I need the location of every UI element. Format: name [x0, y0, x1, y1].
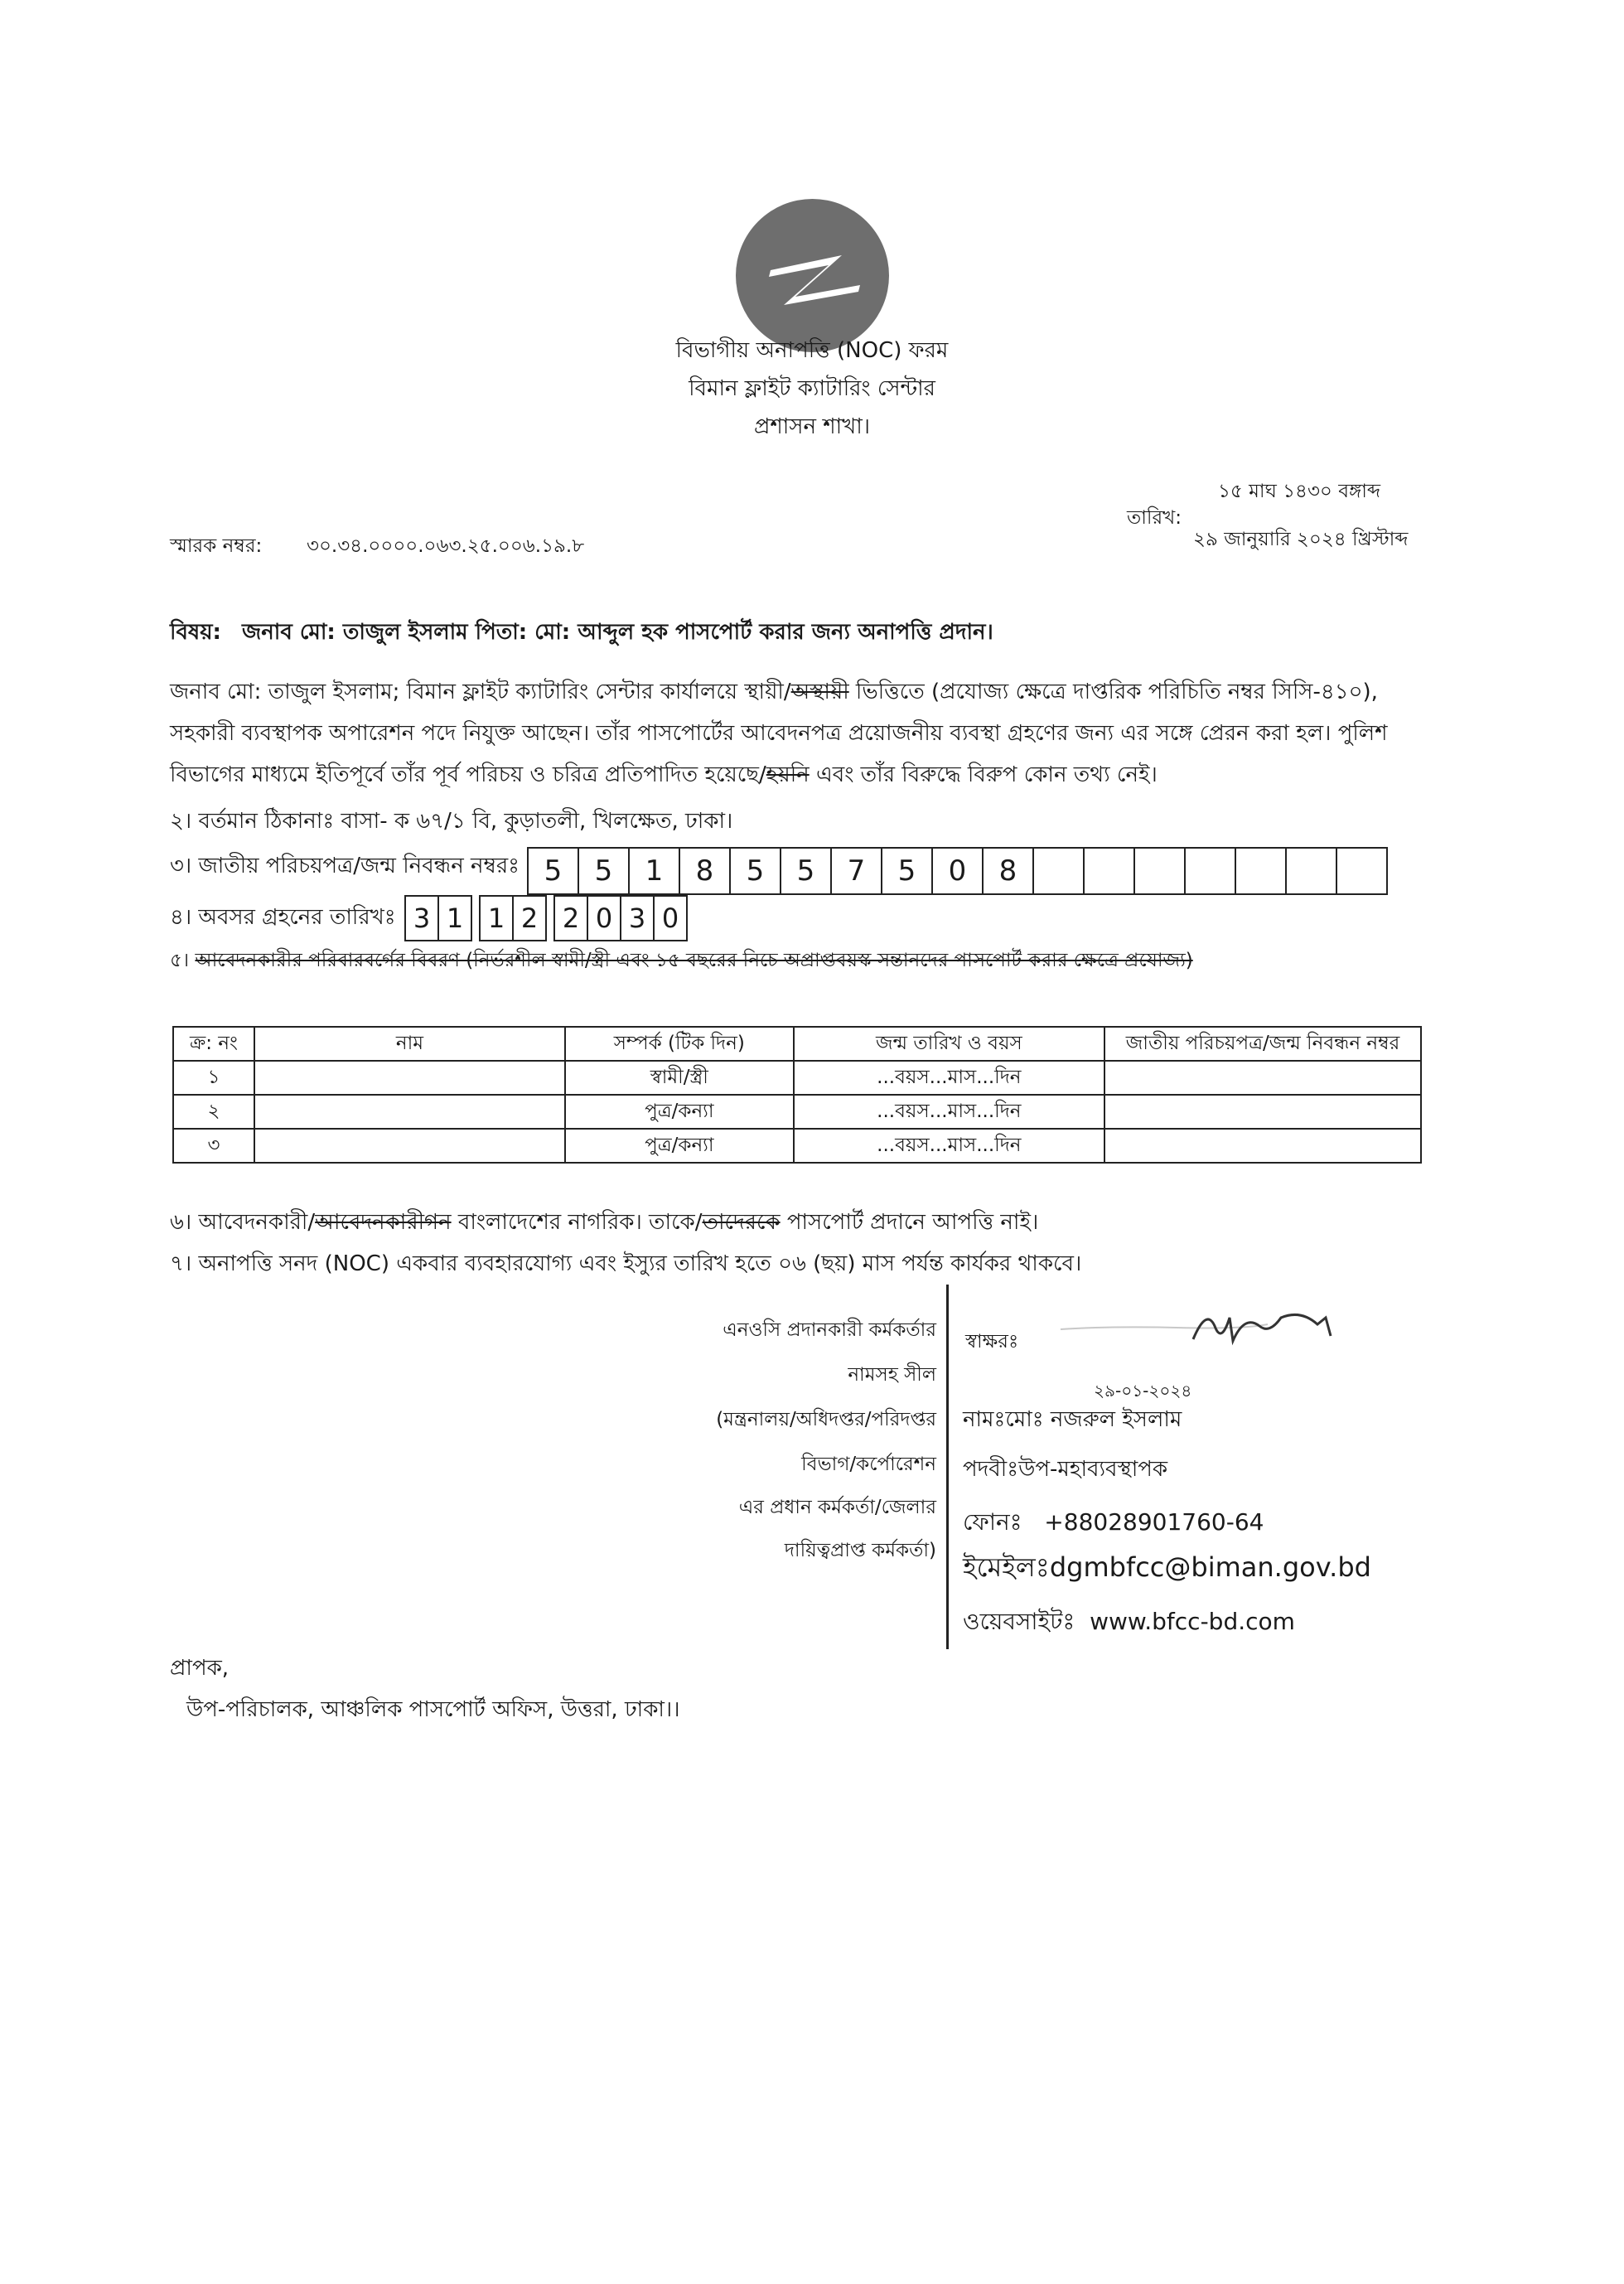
nid-digit-box: [1184, 847, 1236, 895]
signatory-phone: [963, 1508, 1264, 1536]
signature-divider: [946, 1285, 949, 1649]
subject-label: বিষয়:: [170, 620, 221, 645]
retire-month-boxes: [481, 895, 547, 941]
cell-name: [254, 1129, 565, 1163]
designation-value: উপ-মহাব্যবস্থাপক: [1018, 1457, 1168, 1482]
name-label: নামঃ: [963, 1407, 1006, 1432]
decl6-strike-1: আবেদনকারীগন: [315, 1210, 452, 1235]
family-heading-text: আবেদনকারীর পরিবারবর্গের বিবরণ (নির্ভরশীল স্বামী/স্ত্রী এবং ১৫ বছরের নিচে অপ্রাপ্তবয়স্ক সন্তানদের পাসপোর্ট করার ক্ষেত্রে প্রযোজ্য): [195, 950, 1193, 971]
body-line-2: সহকারী ব্যবস্থাপক অপারেশন পদে নিযুক্ত আছেন। তাঁর পাসপোর্টের আবেদনপত্র প্রয়োজনীয় ব্যবস্থা গ্রহণের জন্য এর সঙ্গে প্রেরন করা হল। পুলিশ: [170, 721, 1388, 746]
website-label: ওয়েবসাইটঃ: [963, 1608, 1075, 1635]
nid-digit-box: 8: [679, 847, 731, 895]
memo-label: স্মারক নম্বর:: [170, 535, 263, 557]
date-english: ২৯ জানুয়ারি ২০২৪ খ্রিস্টাব্দ: [1193, 529, 1409, 550]
retire-day-boxes: [406, 895, 472, 941]
address-line: [170, 809, 732, 835]
cell-nid: [1104, 1061, 1421, 1095]
body-line-3-a: বিভাগের মাধ্যমে ইতিপূর্বে তাঁর পূর্ব পরিচয় ও চরিত্র প্রতিপাদিত হয়েছে/: [170, 762, 766, 787]
family-table: [172, 1026, 1422, 1164]
cell-nid: [1104, 1095, 1421, 1129]
cell-name: [254, 1061, 565, 1095]
nid-digit-box: [1133, 847, 1186, 895]
date-label: তারিখ:: [1127, 507, 1182, 529]
body-line-1: [170, 680, 1378, 705]
family-heading-num: ৫।: [170, 950, 196, 971]
table-row: [173, 1061, 1421, 1095]
signature-image: [1052, 1293, 1351, 1359]
body-line-1-b: ভিত্তিতে (প্রযোজ্য ক্ষেত্রে দাপ্তরিক পরিচিতি নম্বর সিসি-৪১০),: [848, 680, 1378, 704]
cell-serial: ৩: [173, 1129, 254, 1163]
decl6-c: পাসপোর্ট প্রদানে আপত্তি নাই।: [780, 1210, 1039, 1235]
address-value: বাসা- ক ৬৭/১ বি, কুড়াতলী, খিলক্ষেত, ঢাকা।: [341, 809, 733, 834]
decl6-b: বাংলাদেশের নাগরিক। তাকে/: [451, 1210, 703, 1235]
nid-digit-box: 0: [931, 847, 984, 895]
biman-logo: [736, 199, 889, 352]
email-value: dgmbfcc@biman.gov.bd: [1049, 1551, 1371, 1583]
cell-serial: ১: [173, 1061, 254, 1095]
issuer-note-1: এনওসি প্রদানকারী কর্মকর্তার: [723, 1319, 936, 1341]
issuer-note-3: (মন্ত্রনালয়/অধিদপ্তর/পরিদপ্তর: [716, 1409, 936, 1430]
table-row: [173, 1095, 1421, 1129]
declaration-7: ৭। অনাপত্তি সনদ (NOC) একবার ব্যবহারযোগ্য এবং ইস্যুর তারিখ হতে ০৬ (ছয়) মাস পর্যন্ত কার্যকর থাকবে।: [170, 1251, 1082, 1276]
nid-digit-box: [1235, 847, 1287, 895]
cell-relation: পুত্র/কন্যা: [565, 1095, 794, 1129]
nid-digit-box: 5: [729, 847, 781, 895]
nid-digit-box: 7: [830, 847, 882, 895]
retire-digit-box: 0: [653, 895, 688, 941]
retire-year-boxes: [555, 895, 688, 941]
recipient-text: উপ-পরিচালক, আঞ্চলিক পাসপোর্ট অফিস, উত্তরা, ঢাকা।।: [186, 1697, 680, 1722]
cell-dob: ...বয়স...মাস...দিন: [794, 1129, 1104, 1163]
col-header-serial: ক্র: নং: [173, 1027, 254, 1061]
cell-relation: স্বামী/স্ত্রী: [565, 1061, 794, 1095]
nid-digit-box: 8: [982, 847, 1034, 895]
cell-dob: ...বয়স...মাস...দিন: [794, 1061, 1104, 1095]
retire-digit-box: 2: [512, 895, 547, 941]
body-line-1-a: জনাব মো: তাজুল ইসলাম; বিমান ফ্লাইট ক্যাটারিং সেন্টার কার্যালয়ে স্থায়ী/: [170, 680, 791, 704]
branch-name: প্রশাসন শাখা।: [753, 414, 871, 439]
col-header-name: নাম: [254, 1027, 565, 1061]
logo-emblem-icon: [736, 199, 889, 352]
nid-digit-boxes: [529, 847, 1388, 895]
cell-serial: ২: [173, 1095, 254, 1129]
cell-dob: ...বয়স...মাস...দিন: [794, 1095, 1104, 1129]
address-label: ২। বর্তমান ঠিকানাঃ: [170, 809, 335, 834]
nid-digit-box: 5: [780, 847, 832, 895]
nid-digit-box: [1336, 847, 1388, 895]
memo-number: ৩০.৩৪.০০০০.০৬৩.২৫.০০৬.১৯.৮: [307, 535, 585, 557]
struck-temporary: অস্থায়ী: [790, 680, 849, 704]
family-heading: [170, 950, 1193, 973]
col-header-dob: জন্ম তারিখ ও বয়স: [794, 1027, 1104, 1061]
nid-digit-box: 5: [881, 847, 933, 895]
declaration-6: [170, 1210, 1038, 1236]
nid-digit-box: [1285, 847, 1337, 895]
organization-name: বিমান ফ্লাইট ক্যাটারিং সেন্টার: [689, 376, 935, 401]
nid-digit-box: 5: [527, 847, 579, 895]
nid-digit-box: 1: [628, 847, 680, 895]
body-line-3-b: এবং তাঁর বিরুদ্ধে বিরুপ কোন তথ্য নেই।: [809, 762, 1158, 787]
cell-nid: [1104, 1129, 1421, 1163]
designation-label: পদবীঃ: [963, 1457, 1019, 1482]
signatory-email: [963, 1551, 1371, 1583]
col-header-relation: সম্পর্ক (টিক দিন): [565, 1027, 794, 1061]
email-label: ইমেইলঃ: [963, 1551, 1050, 1583]
issuer-note-6: দায়িত্বপ্রাপ্ত কর্মকর্তা): [784, 1540, 936, 1561]
phone-value: +88028901760-64: [1044, 1508, 1264, 1536]
issuer-note-2: নামসহ সীল: [848, 1364, 936, 1386]
subject-text: জনাব মো: তাজুল ইসলাম পিতা: মো: আব্দুল হক পাসপোর্ট করার জন্য অনাপত্তি প্রদান।: [242, 620, 993, 645]
form-title: বিভাগীয় অনাপত্তি (NOC) ফরম: [675, 338, 949, 363]
table-header-row: [173, 1027, 1421, 1061]
decl6-strike-2: তাদেরকে: [702, 1210, 781, 1235]
retire-label: ৪। অবসর গ্রহনের তারিখঃ: [170, 905, 396, 930]
issuer-note-4: বিভাগ/কর্পোরেশন: [801, 1454, 936, 1475]
retire-digit-box: 0: [587, 895, 621, 941]
retire-digit-box: 2: [553, 895, 588, 941]
col-header-nid: জাতীয় পরিচয়পত্র/জন্ম নিবন্ধন নম্বর: [1104, 1027, 1421, 1061]
cell-relation: পুত্র/কন্যা: [565, 1129, 794, 1163]
retire-digit-box: 3: [620, 895, 655, 941]
retire-digit-box: 1: [437, 895, 472, 941]
nid-label: ৩। জাতীয় পরিচয়পত্র/জন্ম নিবন্ধন নম্বরঃ: [170, 854, 520, 878]
signatory-website: [963, 1608, 1295, 1636]
issuer-note-5: এর প্রধান কর্মকর্তা/জেলার: [738, 1497, 936, 1518]
signatory-designation: [963, 1457, 1167, 1483]
retire-digit-box: 1: [479, 895, 514, 941]
nid-digit-box: 5: [578, 847, 630, 895]
retire-date-boxes: [406, 895, 688, 941]
retire-digit-box: 3: [404, 895, 439, 941]
nid-digit-box: [1032, 847, 1085, 895]
website-value: www.bfcc-bd.com: [1090, 1608, 1295, 1635]
cell-name: [254, 1095, 565, 1129]
phone-label: ফোনঃ: [963, 1508, 1022, 1536]
sign-date: ২৯-০১-২০২৪: [1094, 1381, 1192, 1401]
struck-not-verified: হয়নি: [766, 762, 810, 787]
body-line-3: [170, 762, 1158, 788]
date-bangla: ১৫ মাঘ ১৪৩০ বঙ্গাব্দ: [1218, 481, 1381, 502]
nid-digit-box: [1083, 847, 1135, 895]
table-row: [173, 1129, 1421, 1163]
sign-label: স্বাক্ষরঃ: [965, 1331, 1019, 1352]
recipient-label: প্রাপক,: [170, 1656, 230, 1681]
decl6-a: ৬। আবেদনকারী/: [170, 1210, 316, 1235]
signatory-name: [963, 1407, 1182, 1433]
name-value: মোঃ নজরুল ইসলাম: [1005, 1407, 1182, 1432]
